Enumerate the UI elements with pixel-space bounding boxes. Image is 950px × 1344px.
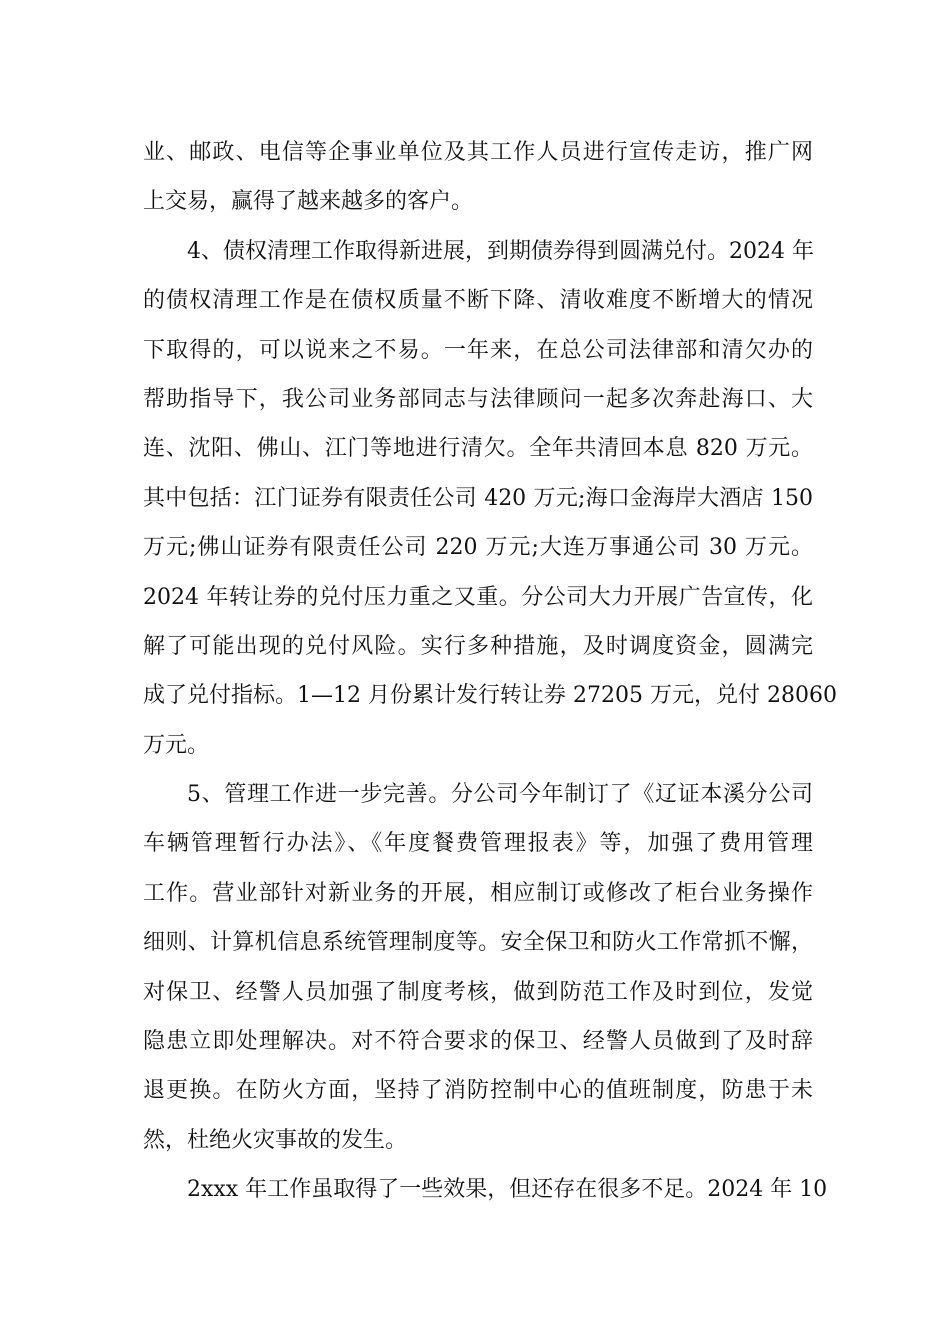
text-line: 万元。 [143,732,210,758]
text-line: 退更换。在防火方面，坚持了消防控制中心的值班制度，防患于未 [143,1078,813,1104]
text-line: 其中包括：江门证券有限责任公司 420 万元;海口金海岸大酒店 150 [143,485,813,511]
text-line: 帮助指导下，我公司业务部同志与法律顾问一起多次奔赴海口、大 [143,386,813,412]
text-line: 上交易，赢得了越来越多的客户。 [143,189,474,215]
text-line: 2024 年转让券的兑付压力重之又重。分公司大力开展广告宣传，化 [143,584,813,610]
text-line: 隐患立即处理解决。对不符合要求的保卫、经警人员做到了及时辞 [143,1029,813,1055]
document-body [143,128,837,1215]
text-line: 4、债权清理工作取得新进展，到期债券得到圆满兑付。2024 年 [187,238,814,264]
text-line: 万元;佛山证券有限责任公司 220 万元;大连万事通公司 30 万元。 [143,535,813,561]
text-line: 细则、计算机信息系统管理制度等。安全保卫和防火工作常抓不懈， [143,930,813,956]
text-line: 的债权清理工作是在债权质量不断下降、清收难度不断增大的情况 [143,288,813,314]
text-line: 5、管理工作进一步完善。分公司今年制订了《辽证本溪分公司 [187,782,813,808]
text-line: 车辆管理暂行办法》、《年度餐费管理报表》等，加强了费用管理 [143,831,813,857]
text-line: 成了兑付指标。1—12 月份累计发行转让券 27205 万元，兑付 28060 [143,683,837,709]
text-line: 下取得的，可以说来之不易。一年来，在总公司法律部和清欠办的 [143,337,813,363]
text-line: 然，杜绝火灾事故的发生。 [143,1127,408,1153]
text-line: 工作。营业部针对新业务的开展，相应制订或修改了柜台业务操作 [143,880,813,906]
text-line: 2xxx 年工作虽取得了一些效果，但还存在很多不足。2024 年 10 [187,1177,828,1203]
text-line: 业、邮政、电信等企事业单位及其工作人员进行宣传走访，推广网 [143,140,813,165]
text-line: 连、沈阳、佛山、江门等地进行清欠。全年共清回本息 820 万元。 [143,436,813,462]
text-line: 对保卫、经警人员加强了制度考核，做到防范工作及时到位，发觉 [143,979,813,1005]
text-line: 解了可能出现的兑付风险。实行多种措施，及时调度资金，圆满完 [143,633,813,659]
